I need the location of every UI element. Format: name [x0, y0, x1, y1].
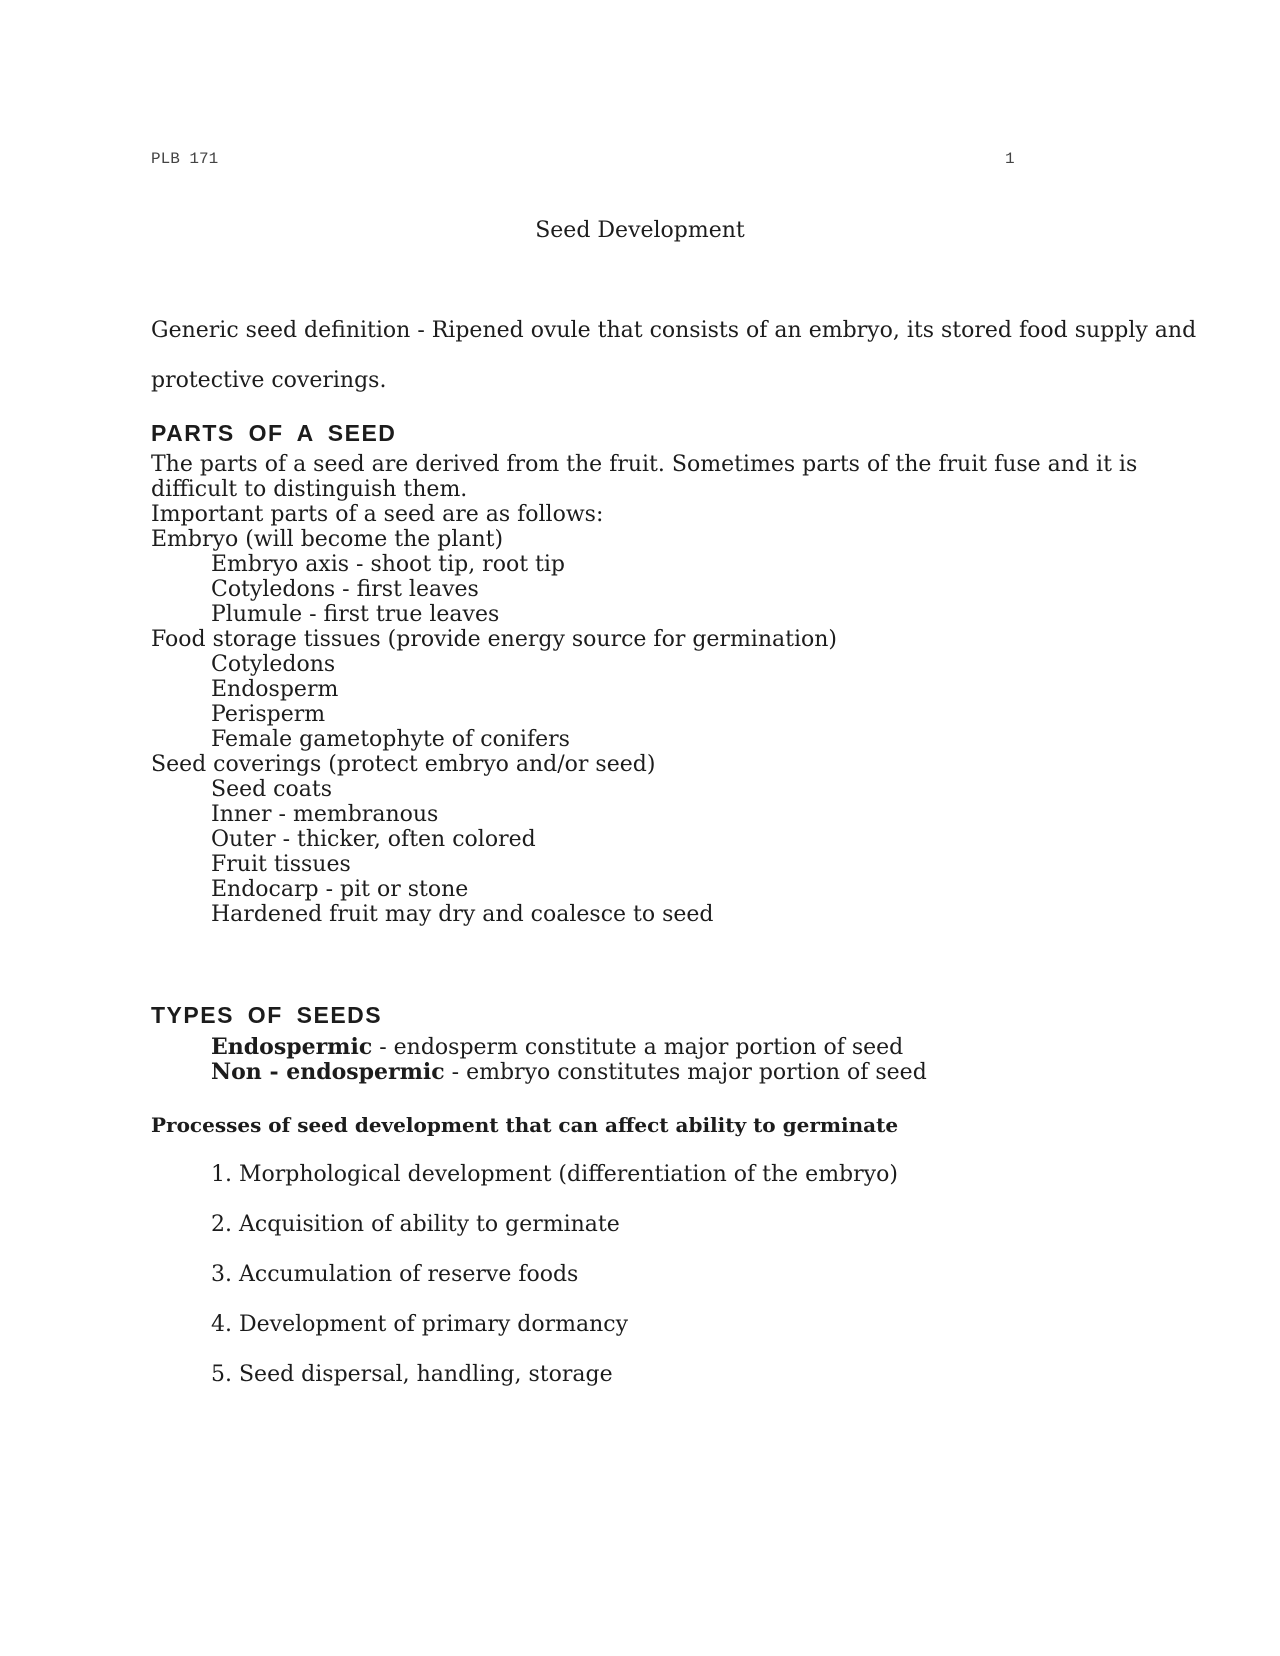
parts-subitem: Fruit tissues	[211, 852, 351, 877]
parts-category-food-storage: Food storage tissues (provide energy source for germination)	[151, 627, 838, 652]
type-description: - endosperm constitute a major portion of seed	[372, 1035, 904, 1060]
type-description: - embryo constitutes major portion of seed	[444, 1060, 927, 1085]
parts-list	[151, 452, 1137, 927]
definition-line-2: protective coverings.	[151, 368, 387, 393]
parts-line: difficult to distinguish them.	[151, 477, 468, 502]
parts-subitem: Inner - membranous	[211, 802, 439, 827]
type-term: Non - endospermic	[211, 1059, 445, 1085]
types-heading: TYPES OF SEEDS	[151, 1002, 383, 1028]
parts-subitem: Cotyledons - first leaves	[211, 577, 479, 602]
type-term: Endospermic	[211, 1034, 373, 1060]
parts-line: Important parts of a seed are as follows:	[151, 502, 604, 527]
type-item-endospermic	[151, 1035, 927, 1060]
parts-subitem: Seed coats	[211, 777, 332, 802]
process-step: 2. Acquisition of ability to germinate	[211, 1212, 620, 1237]
parts-category-embryo: Embryo (will become the plant)	[151, 527, 504, 552]
process-step: 4. Development of primary dormancy	[211, 1312, 629, 1337]
parts-subitem: Plumule - first true leaves	[211, 602, 500, 627]
process-step: 3. Accumulation of reserve foods	[211, 1262, 579, 1287]
parts-subitem: Endosperm	[211, 677, 339, 702]
parts-category-seed-coverings: Seed coverings (protect embryo and/or seed)	[151, 752, 656, 777]
type-item-non-endospermic	[151, 1060, 927, 1085]
types-list	[151, 1035, 927, 1085]
parts-line: The parts of a seed are derived from the fruit. Sometimes parts of the fruit fuse and it is	[151, 452, 1138, 477]
parts-subitem: Endocarp - pit or stone	[211, 877, 469, 902]
parts-heading: PARTS OF A SEED	[151, 420, 397, 446]
definition-line-1: Generic seed definition - Ripened ovule that consists of an embryo, its stored food supply and	[151, 318, 1197, 343]
process-step: 5. Seed dispersal, handling, storage	[211, 1362, 613, 1387]
course-code: PLB 171	[151, 150, 219, 168]
process-step: 1. Morphological development (differentiation of the embryo)	[211, 1162, 898, 1187]
parts-subitem: Female gametophyte of conifers	[211, 727, 570, 752]
page-title: Seed Development	[535, 218, 745, 243]
parts-subitem: Outer - thicker, often colored	[211, 827, 536, 852]
parts-subitem: Perisperm	[211, 702, 326, 727]
page-number: 1	[1005, 150, 1015, 168]
parts-subitem: Hardened fruit may dry and coalesce to seed	[211, 902, 714, 927]
processes-heading: Processes of seed development that can affect ability to germinate	[151, 1113, 899, 1137]
parts-subitem: Embryo axis - shoot tip, root tip	[211, 552, 565, 577]
parts-subitem: Cotyledons	[211, 652, 336, 677]
